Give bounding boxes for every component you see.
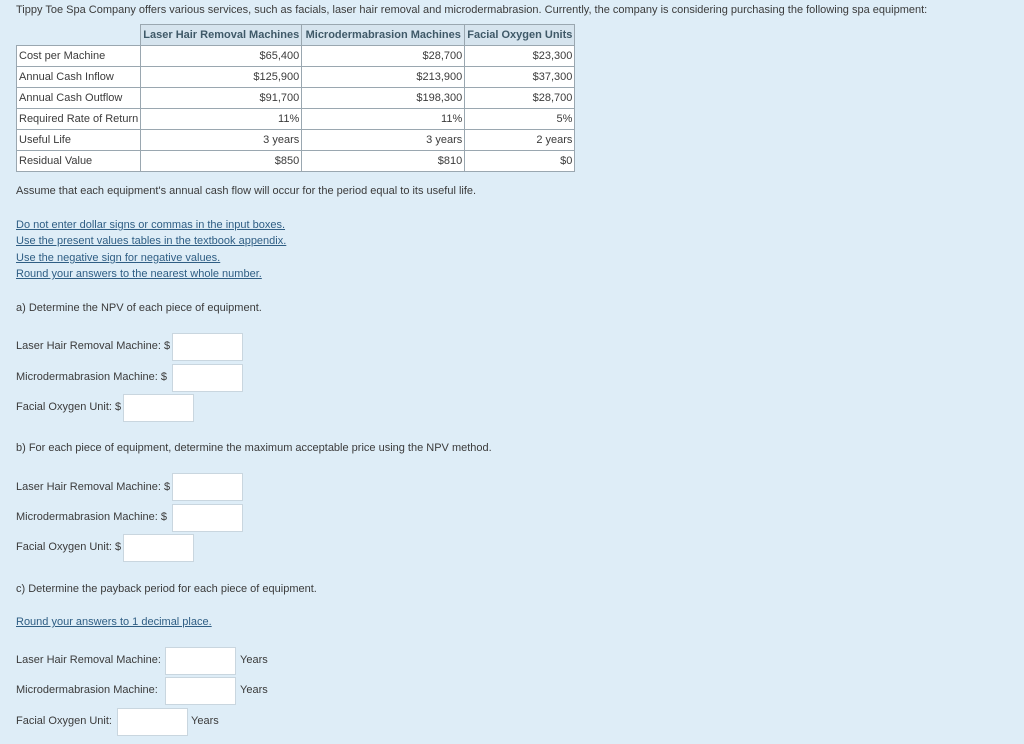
table-cell: 5%	[465, 109, 575, 130]
table-cell: $125,900	[141, 67, 302, 88]
payback-oxygen-input[interactable]	[117, 708, 188, 736]
row-label: Annual Cash Inflow	[17, 67, 141, 88]
npv-laser-input[interactable]	[172, 333, 243, 361]
table-cell: $810	[302, 151, 465, 172]
instruction-link[interactable]: Round your answers to the nearest whole number.	[16, 268, 262, 280]
table-row	[17, 130, 575, 151]
table-row	[17, 67, 575, 88]
table-row	[17, 151, 575, 172]
instruction-link[interactable]: Use the negative sign for negative values.	[16, 252, 221, 264]
table-cell: $850	[141, 151, 302, 172]
equipment-table	[16, 24, 575, 172]
table-cell: $37,300	[465, 67, 575, 88]
table-cell: $28,700	[465, 88, 575, 109]
table-cell: 3 years	[141, 130, 302, 151]
maxprice-laser-label: Laser Hair Removal Machine: $	[16, 481, 171, 493]
row-label: Residual Value	[17, 151, 141, 172]
npv-oxygen-input[interactable]	[123, 394, 194, 422]
payback-oxygen-label: Facial Oxygen Unit:	[16, 715, 112, 727]
intro-text: Tippy Toe Spa Company offers various services, such as facials, laser hair removal and microdermabrasion. Currently, the company is considering purchasing the following spa equipment:	[16, 4, 928, 16]
maxprice-oxygen-label: Facial Oxygen Unit: $	[16, 541, 122, 553]
row-label: Annual Cash Outflow	[17, 88, 141, 109]
col-header-microderm: Microdermabrasion Machines	[302, 25, 465, 46]
table-corner	[17, 25, 141, 46]
part-c-question: c) Determine the payback period for each piece of equipment.	[16, 583, 317, 595]
instruction-link[interactable]: Do not enter dollar signs or commas in the input boxes.	[16, 219, 286, 231]
maxprice-laser-input[interactable]	[172, 473, 243, 501]
row-label: Useful Life	[17, 130, 141, 151]
table-row	[17, 109, 575, 130]
payback-microderm-input[interactable]	[165, 677, 236, 705]
table-cell: $0	[465, 151, 575, 172]
col-header-oxygen: Facial Oxygen Units	[465, 25, 575, 46]
payback-oxygen-unit: Years	[191, 715, 219, 727]
table-cell: 11%	[302, 109, 465, 130]
row-label: Cost per Machine	[17, 46, 141, 67]
maxprice-microderm-label: Microdermabrasion Machine: $	[16, 511, 168, 523]
table-cell: $28,700	[302, 46, 465, 67]
row-label: Required Rate of Return	[17, 109, 141, 130]
table-cell: $23,300	[465, 46, 575, 67]
payback-microderm-unit: Years	[240, 684, 268, 696]
npv-laser-label: Laser Hair Removal Machine: $	[16, 340, 171, 352]
table-cell: 3 years	[302, 130, 465, 151]
payback-laser-input[interactable]	[165, 647, 236, 675]
assumption-text: Assume that each equipment's annual cash flow will occur for the period equal to its useful life.	[16, 185, 477, 197]
payback-microderm-label: Microdermabrasion Machine:	[16, 684, 158, 696]
table-cell: 11%	[141, 109, 302, 130]
npv-microderm-input[interactable]	[172, 364, 243, 392]
part-b-question: b) For each piece of equipment, determine the maximum acceptable price using the NPV method.	[16, 442, 492, 454]
npv-microderm-label: Microdermabrasion Machine: $	[16, 371, 168, 383]
instruction-link[interactable]: Use the present values tables in the textbook appendix.	[16, 235, 287, 247]
table-cell: 2 years	[465, 130, 575, 151]
maxprice-oxygen-input[interactable]	[123, 534, 194, 562]
table-cell: $91,700	[141, 88, 302, 109]
payback-laser-label: Laser Hair Removal Machine:	[16, 654, 161, 666]
payback-laser-unit: Years	[240, 654, 268, 666]
round-note-link[interactable]: Round your answers to 1 decimal place.	[16, 616, 212, 628]
table-cell: $65,400	[141, 46, 302, 67]
table-cell: $213,900	[302, 67, 465, 88]
maxprice-microderm-input[interactable]	[172, 504, 243, 532]
table-header-row	[17, 25, 575, 46]
table-cell: $198,300	[302, 88, 465, 109]
col-header-laser: Laser Hair Removal Machines	[141, 25, 302, 46]
npv-oxygen-label: Facial Oxygen Unit: $	[16, 401, 122, 413]
table-row	[17, 46, 575, 67]
part-a-question: a) Determine the NPV of each piece of equipment.	[16, 302, 262, 314]
table-row	[17, 88, 575, 109]
